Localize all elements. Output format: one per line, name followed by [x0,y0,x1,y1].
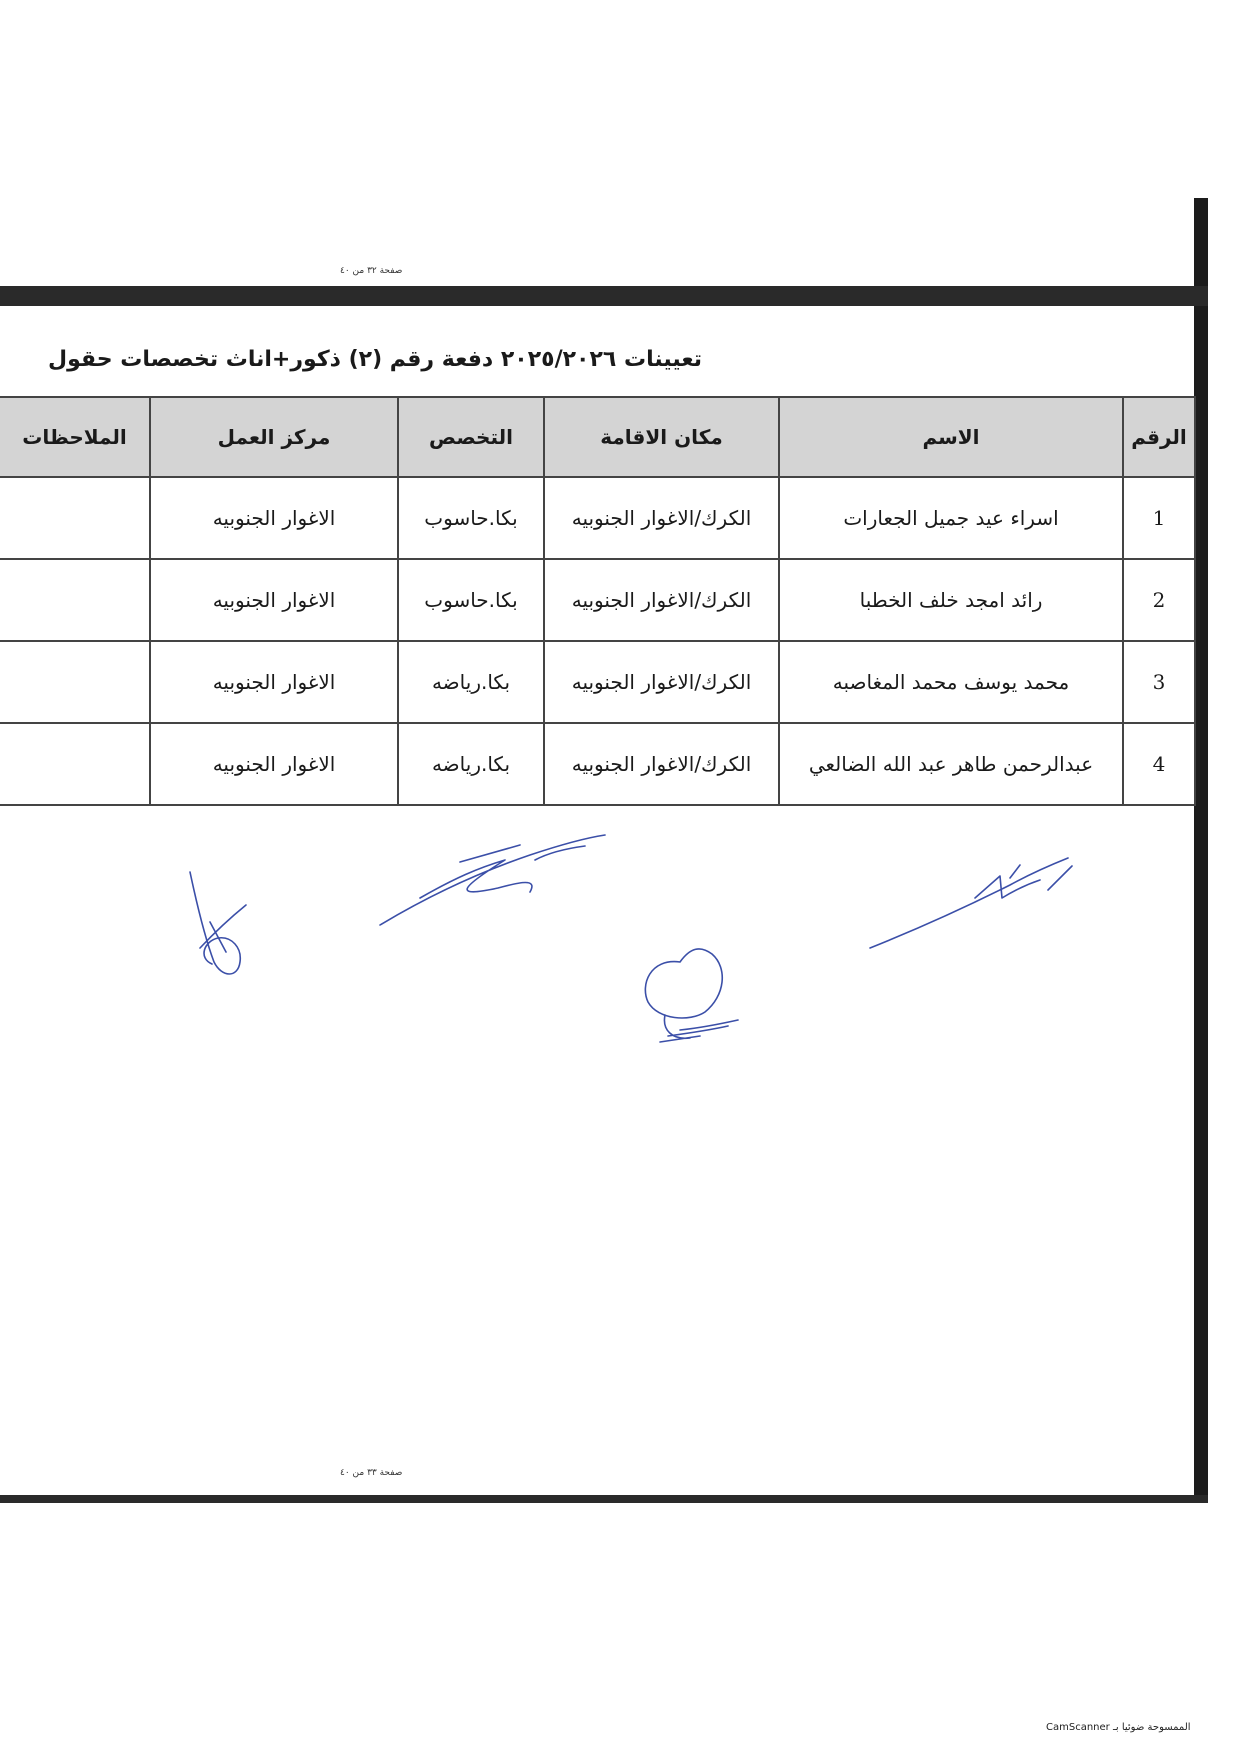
camscanner-footer: الممسوحة ضوئيا بـ CamScanner [1046,1722,1191,1733]
header-notes: الملاحظات [0,397,150,477]
signature-4 [870,858,1072,948]
signature-3 [645,949,738,1042]
row-name: رائد امجد خلف الخطبا [779,559,1123,641]
signature-1 [190,872,246,974]
header-number: الرقم [1123,397,1195,477]
page-number-bottom: صفحة ٣٣ من ٤٠ [340,1468,403,1478]
signature-2 [380,835,605,925]
page-number-top: صفحة ٣٢ من ٤٠ [340,266,403,276]
row-name: عبدالرحمن طاهر عبد الله الضالعي [779,723,1123,805]
row-specialty: بكا.حاسوب [398,559,544,641]
row-specialty: بكا.حاسوب [398,477,544,559]
row-work-center: الاغوار الجنوبيه [150,559,398,641]
row-work-center: الاغوار الجنوبيه [150,641,398,723]
row-number: 4 [1123,723,1195,805]
row-residence: الكرك/الاغوار الجنوبيه [544,559,779,641]
bottom-divider-bar [0,1495,1208,1503]
document-title: تعيينات ٢٠٢٥/٢٠٢٦ دفعة رقم (٢) ذكور+اناث تخصصات حقول [48,347,702,372]
row-work-center: الاغوار الجنوبيه [150,477,398,559]
row-specialty: بكا.رياضه [398,723,544,805]
row-residence: الكرك/الاغوار الجنوبيه [544,723,779,805]
header-name: الاسم [779,397,1123,477]
row-residence: الكرك/الاغوار الجنوبيه [544,477,779,559]
row-name: اسراء عيد جميل الجعارات [779,477,1123,559]
header-residence: مكان الاقامة [544,397,779,477]
row-specialty: بكا.رياضه [398,641,544,723]
header-specialty: التخصص [398,397,544,477]
row-name: محمد يوسف محمد المغاصبه [779,641,1123,723]
row-residence: الكرك/الاغوار الجنوبيه [544,641,779,723]
header-work-center: مركز العمل [150,397,398,477]
row-work-center: الاغوار الجنوبيه [150,723,398,805]
row-number: 2 [1123,559,1195,641]
row-number: 3 [1123,641,1195,723]
row-number: 1 [1123,477,1195,559]
